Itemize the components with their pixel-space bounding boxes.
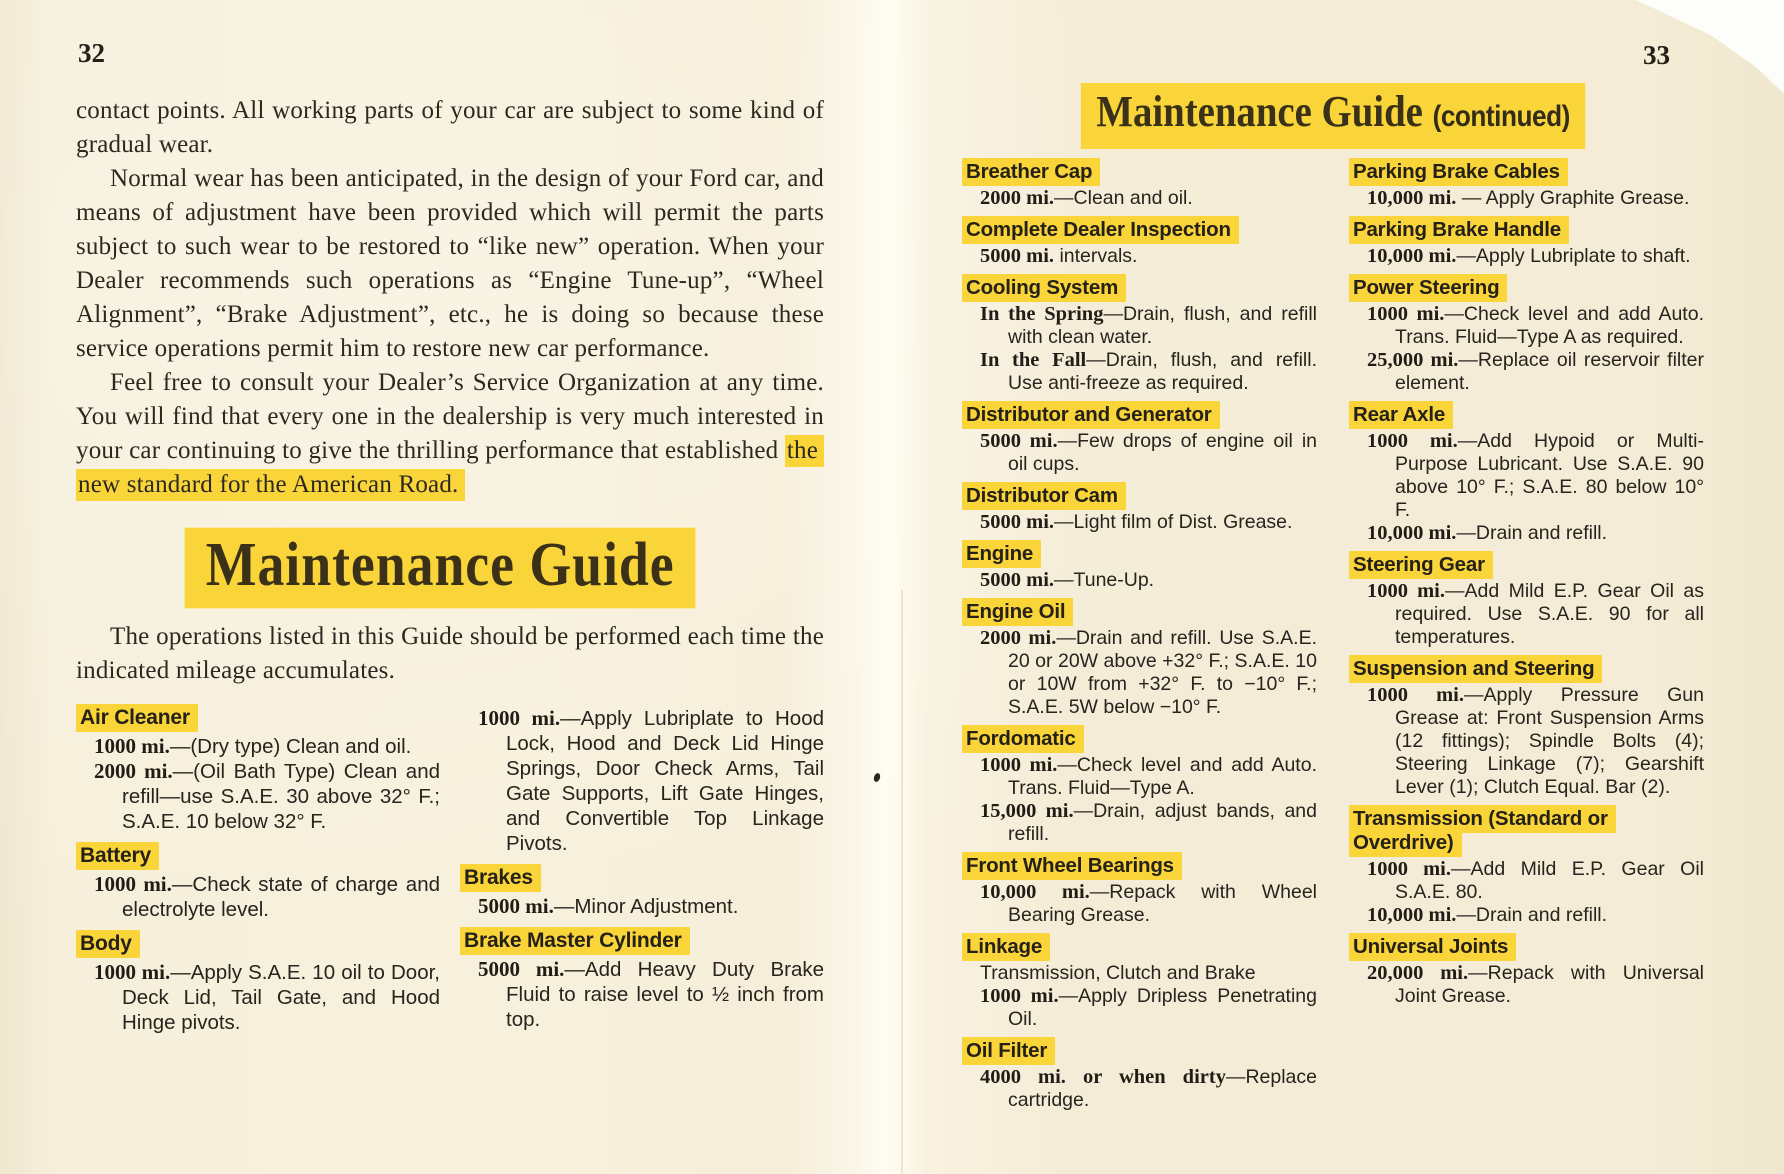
item-heading-text: Distributor Cam <box>962 482 1126 510</box>
item-heading-text: Parking Brake Cables <box>1349 158 1568 186</box>
entry-description: —(Dry type) Clean and oil. <box>169 735 412 758</box>
item-heading <box>962 935 1317 959</box>
entry-description: —Replace cartridge. <box>1008 1066 1317 1111</box>
page-number: 33 <box>1643 40 1670 70</box>
item-heading-text: Engine <box>962 540 1041 568</box>
entry-mileage: 20,000 mi. <box>1367 962 1469 984</box>
maintenance-item-rear-axle <box>1349 403 1704 545</box>
maintenance-item-suspension-and-steering <box>1349 657 1704 799</box>
item-heading <box>962 600 1317 624</box>
item-heading <box>1349 403 1704 427</box>
item-heading <box>76 844 440 868</box>
entry-description: —Drain and refill. Use S.A.E. 20 or 20W above +32° F.; S.A.E. 10 or 10W from +32° F. to −10° F.; S.A.E. 5W below −10° F. <box>1008 627 1317 718</box>
entry-description: —Replace oil reservoir filter element. <box>1395 349 1704 394</box>
maintenance-entry <box>460 706 824 856</box>
entry-description: —Repack with Universal Joint Grease. <box>1395 962 1705 1007</box>
entry-mileage: 1000 mi. <box>1367 858 1451 880</box>
entry-description: —Minor Adjustment. <box>553 895 739 918</box>
item-heading <box>1349 160 1704 184</box>
maintenance-entry <box>962 569 1317 592</box>
entry-description: —Apply Lubriplate to Hood Lock, Hood and Deck Lid Hinge Springs, Door Check Arms, Tail Gate Supports, Lift Gate Hinges, and Convertible Top Linkage Pivots. <box>506 707 825 855</box>
item-heading-text: Battery <box>76 842 159 870</box>
entry-mileage: 10,000 mi. <box>1367 187 1457 209</box>
ink-speck <box>873 772 881 782</box>
entry-description: —Apply Lubriplate to shaft. <box>1456 245 1691 267</box>
entry-mileage: 10,000 mi. <box>1367 245 1457 267</box>
entry-description: —(Oil Bath Type) Clean and refill—use S.A.E. 30 above 32° F.; S.A.E. 10 below 32° F. <box>122 760 441 833</box>
paragraph <box>76 366 824 502</box>
maintenance-item-universal-joints <box>1349 935 1704 1008</box>
paragraph: contact points. All working parts of your car are subject to some kind of gradual wear. <box>76 97 824 158</box>
item-heading-text: Suspension and Steering <box>1349 655 1602 683</box>
maintenance-item-cooling-system <box>962 276 1317 395</box>
maintenance-item-engine-oil <box>962 600 1317 719</box>
item-heading-text: Brakes <box>460 864 541 892</box>
entry-description: —Apply Dripless Penetrating Oil. <box>1008 985 1317 1030</box>
maintenance-entry <box>962 627 1317 719</box>
item-heading <box>1349 935 1704 959</box>
maintenance-item-body <box>76 932 440 1035</box>
item-heading <box>962 727 1317 751</box>
entry-mileage: 1000 mi. <box>1367 580 1445 602</box>
maintenance-item-steering-gear <box>1349 553 1704 649</box>
maintenance-item-parking-brake-handle <box>1349 218 1704 268</box>
entry-mileage: 2000 mi. <box>94 759 173 783</box>
item-heading <box>460 929 824 953</box>
item-heading-text: Universal Joints <box>1349 933 1516 961</box>
entry-mileage: 5000 mi. <box>980 511 1055 533</box>
maintenance-entry <box>1349 245 1704 268</box>
maintenance-item-front-wheel-bearings <box>962 854 1317 927</box>
entry-description: —Drain, flush, and refill. Use anti-freeze as required. <box>1008 349 1317 394</box>
entry-mileage: 5000 mi. <box>980 245 1055 267</box>
highlighted-phrase: the new standard for the American Road. <box>76 435 824 501</box>
entry-description: —Check state of charge and electrolyte level. <box>122 873 440 921</box>
item-heading-text: Steering Gear <box>1349 551 1493 579</box>
entry-mileage: 2000 mi. <box>980 627 1057 649</box>
entry-mileage: 15,000 mi. <box>980 800 1074 822</box>
section-title <box>962 86 1704 146</box>
column-2 <box>460 706 824 1045</box>
maintenance-item-battery <box>76 844 440 922</box>
entry-mileage: 1000 mi. <box>94 734 170 758</box>
item-heading-text: Engine Oil <box>962 598 1073 626</box>
entry-description: —Apply S.A.E. 10 oil to Door, Deck Lid, Tail Gate, and Hood Hinge pivots. <box>122 961 440 1034</box>
maintenance-item-complete-dealer-inspection <box>962 218 1317 268</box>
entry-description: —Repack with Wheel Bearing Grease. <box>1008 881 1317 926</box>
maintenance-entry <box>1349 962 1704 1008</box>
page-number: 32 <box>78 38 105 68</box>
entry-description: —Drain and refill. <box>1456 904 1608 926</box>
maintenance-item-brakes <box>460 866 824 919</box>
entry-mileage: 1000 mi. <box>1367 430 1458 452</box>
entry-description: —Add Heavy Duty Brake Fluid to raise level to ½ inch from top. <box>506 958 825 1031</box>
entry-description: —Drain and refill. <box>1456 522 1608 544</box>
maintenance-entry <box>962 245 1317 268</box>
entry-mileage: 10,000 mi. <box>1367 904 1457 926</box>
paragraph: Normal wear has been anticipated, in the design of your Ford car, and means of adjustment have been provided which will permit the parts subject to such wear to be restored to “like new” operation. When your Dealer recommends such operations as “Engine Tune-up”, “Wheel Alignment”, “Brake Adjustment”, etc., he is doing so because these service operations permit him to restore new car performance. <box>76 165 824 362</box>
maintenance-entry <box>76 872 440 922</box>
maintenance-entry <box>460 894 824 919</box>
maintenance-entry <box>1349 430 1704 522</box>
entry-description: —Check level and add Auto. Trans. Fluid—Type A as required. <box>1395 303 1704 348</box>
entry-description: intervals. <box>1054 245 1138 267</box>
item-heading-text: Fordomatic <box>962 725 1084 753</box>
maintenance-entry <box>962 1066 1317 1112</box>
maintenance-entry <box>1349 684 1704 799</box>
column-2 <box>1349 160 1704 1120</box>
maintenance-item <box>460 706 824 856</box>
right-page-content <box>962 86 1704 1120</box>
entry-mileage: 5000 mi. <box>980 569 1055 591</box>
entry-mileage: 1000 mi. <box>1367 303 1445 325</box>
item-heading <box>1349 218 1704 242</box>
entry-description: —Drain, adjust bands, and refill. <box>1008 800 1317 845</box>
maintenance-entry <box>962 881 1317 927</box>
item-heading-text: Parking Brake Handle <box>1349 216 1569 244</box>
maintenance-entry <box>962 511 1317 534</box>
maintenance-item-brake-master-cylinder <box>460 929 824 1032</box>
item-heading <box>962 484 1317 508</box>
maintenance-entry <box>962 800 1317 846</box>
entry-description: — Apply Graphite Grease. <box>1456 187 1690 209</box>
maintenance-entry <box>1349 349 1704 395</box>
entry-description: —Light film of Dist. Grease. <box>1054 511 1293 533</box>
left-page-content <box>76 94 824 1045</box>
entry-description: —Apply Pressure Gun Grease at: Front Suspension Arms (12 fittings); Spindle Bolts (4); Steering Linkage (7); Gearshift Lever (1); Clutch Equal. Bar (2). <box>1395 684 1704 798</box>
entry-description: —Check level and add Auto. Trans. Fluid—Type A. <box>1008 754 1317 799</box>
item-heading-text: Cooling System <box>962 274 1126 302</box>
maintenance-item-linkage <box>962 935 1317 1031</box>
item-heading <box>1349 657 1704 681</box>
entry-mileage: 1000 mi. <box>94 872 172 896</box>
item-heading-text: Front Wheel Bearings <box>962 852 1182 880</box>
item-heading <box>1349 553 1704 577</box>
maintenance-entry <box>1349 303 1704 349</box>
entry-description: —Add Mild E.P. Gear Oil as required. Use S.A.E. 90 for all temperatures. <box>1395 580 1704 648</box>
maintenance-item-power-steering <box>1349 276 1704 395</box>
entry-mileage: 25,000 mi. <box>1367 349 1459 371</box>
item-heading-text: Air Cleaner <box>76 704 198 732</box>
maintenance-entry <box>962 349 1317 395</box>
entry-mileage: 1000 mi. <box>94 960 171 984</box>
entry-mileage: In the Spring <box>980 303 1104 325</box>
maintenance-entry <box>962 754 1317 800</box>
maintenance-entry <box>460 957 824 1032</box>
item-heading <box>962 542 1317 566</box>
entry-mileage: 1000 mi. <box>478 706 561 730</box>
item-heading <box>76 932 440 956</box>
item-heading-text: Oil Filter <box>962 1037 1055 1065</box>
maintenance-entry <box>962 187 1317 210</box>
maintenance-item-transmission-standard-or-overdrive <box>1349 807 1704 927</box>
entry-mileage: 5000 mi. <box>478 894 554 918</box>
item-heading-text: Linkage <box>962 933 1050 961</box>
maintenance-entry <box>962 430 1317 476</box>
item-heading-text: Power Steering <box>1349 274 1507 302</box>
maintenance-columns <box>962 160 1704 1120</box>
maintenance-entry <box>1349 858 1704 904</box>
paragraph-text: Feel free to consult your Dealer’s Service Organization at any time. You will find that every one in the dealership is very much interested in your car continuing to give the thrilling performance that established <box>76 369 824 464</box>
entry-description: —Add Mild E.P. Gear Oil S.A.E. 80. <box>1395 858 1705 903</box>
maintenance-item-parking-brake-cables <box>1349 160 1704 210</box>
maintenance-item-distributor-and-generator <box>962 403 1317 476</box>
entry-mileage: 5000 mi. <box>980 430 1058 452</box>
maintenance-item-distributor-cam <box>962 484 1317 534</box>
entry-description: —Clean and oil. <box>1054 187 1193 209</box>
item-heading <box>962 276 1317 300</box>
maintenance-entry <box>962 303 1317 349</box>
entry-description: —Few drops of engine oil in oil cups. <box>1008 430 1317 475</box>
item-heading <box>962 160 1317 184</box>
maintenance-columns <box>76 706 824 1045</box>
section-title-text: Maintenance Guide <box>184 528 695 609</box>
column-1 <box>962 160 1317 1120</box>
entry-mileage: 10,000 mi. <box>1367 522 1457 544</box>
section-title-text <box>1081 83 1586 149</box>
maintenance-entry <box>962 985 1317 1031</box>
item-heading <box>962 403 1317 427</box>
entry-mileage: 5000 mi. <box>478 957 565 981</box>
item-heading <box>962 854 1317 878</box>
entry-description: —Drain, flush, and refill with clean water. <box>1008 303 1317 348</box>
column-1 <box>76 706 440 1045</box>
entry-mileage: 10,000 mi. <box>980 881 1090 903</box>
entry-mileage: 1000 mi. <box>980 985 1059 1007</box>
maintenance-entry <box>1349 904 1704 927</box>
item-heading <box>76 706 440 730</box>
item-heading <box>460 866 824 890</box>
entry-subtitle: Transmission, Clutch and Brake <box>980 962 1256 984</box>
maintenance-entry <box>76 759 440 834</box>
item-heading-text: Distributor and Generator <box>962 401 1220 429</box>
item-heading-text: Brake Master Cylinder <box>460 927 690 955</box>
maintenance-item-fordomatic <box>962 727 1317 846</box>
entry-description: —Tune-Up. <box>1054 569 1155 591</box>
item-heading <box>962 1039 1317 1063</box>
maintenance-entry <box>1349 580 1704 649</box>
maintenance-entry <box>1349 522 1704 545</box>
item-heading <box>962 218 1317 242</box>
item-heading <box>1349 807 1704 855</box>
section-title-suffix: (continued) <box>1432 99 1570 133</box>
item-heading-text: Body <box>76 930 140 958</box>
entry-mileage: 1000 mi. <box>980 754 1058 776</box>
item-heading-text: Breather Cap <box>962 158 1100 186</box>
item-heading <box>1349 276 1704 300</box>
entry-mileage: 4000 mi. or when dirty <box>980 1066 1226 1088</box>
maintenance-entry <box>1349 187 1704 210</box>
entry-description: —Add Hypoid or Multi-Purpose Lubricant. Use S.A.E. 90 above 10° F.; S.A.E. 80 below 10° F. <box>1395 430 1704 521</box>
maintenance-entry <box>76 960 440 1035</box>
maintenance-item-oil-filter <box>962 1039 1317 1112</box>
section-intro: The operations listed in this Guide should be performed each time the indicated mileage accumulates. <box>76 623 824 684</box>
section-title-main: Maintenance Guide <box>1096 86 1423 136</box>
entry-mileage: In the Fall <box>980 349 1087 371</box>
entry-mileage: 2000 mi. <box>980 187 1055 209</box>
entry-mileage: 1000 mi. <box>1367 684 1465 706</box>
maintenance-item-breather-cap <box>962 160 1317 210</box>
gutter-crease <box>901 590 903 1174</box>
maintenance-entry <box>76 734 440 759</box>
item-heading-text: Rear Axle <box>1349 401 1453 429</box>
maintenance-item-engine <box>962 542 1317 592</box>
section-title <box>96 529 784 604</box>
item-heading-text: Transmission (Standard or Overdrive) <box>1349 805 1616 857</box>
maintenance-item-air-cleaner <box>76 706 440 834</box>
item-heading-text: Complete Dealer Inspection <box>962 216 1239 244</box>
